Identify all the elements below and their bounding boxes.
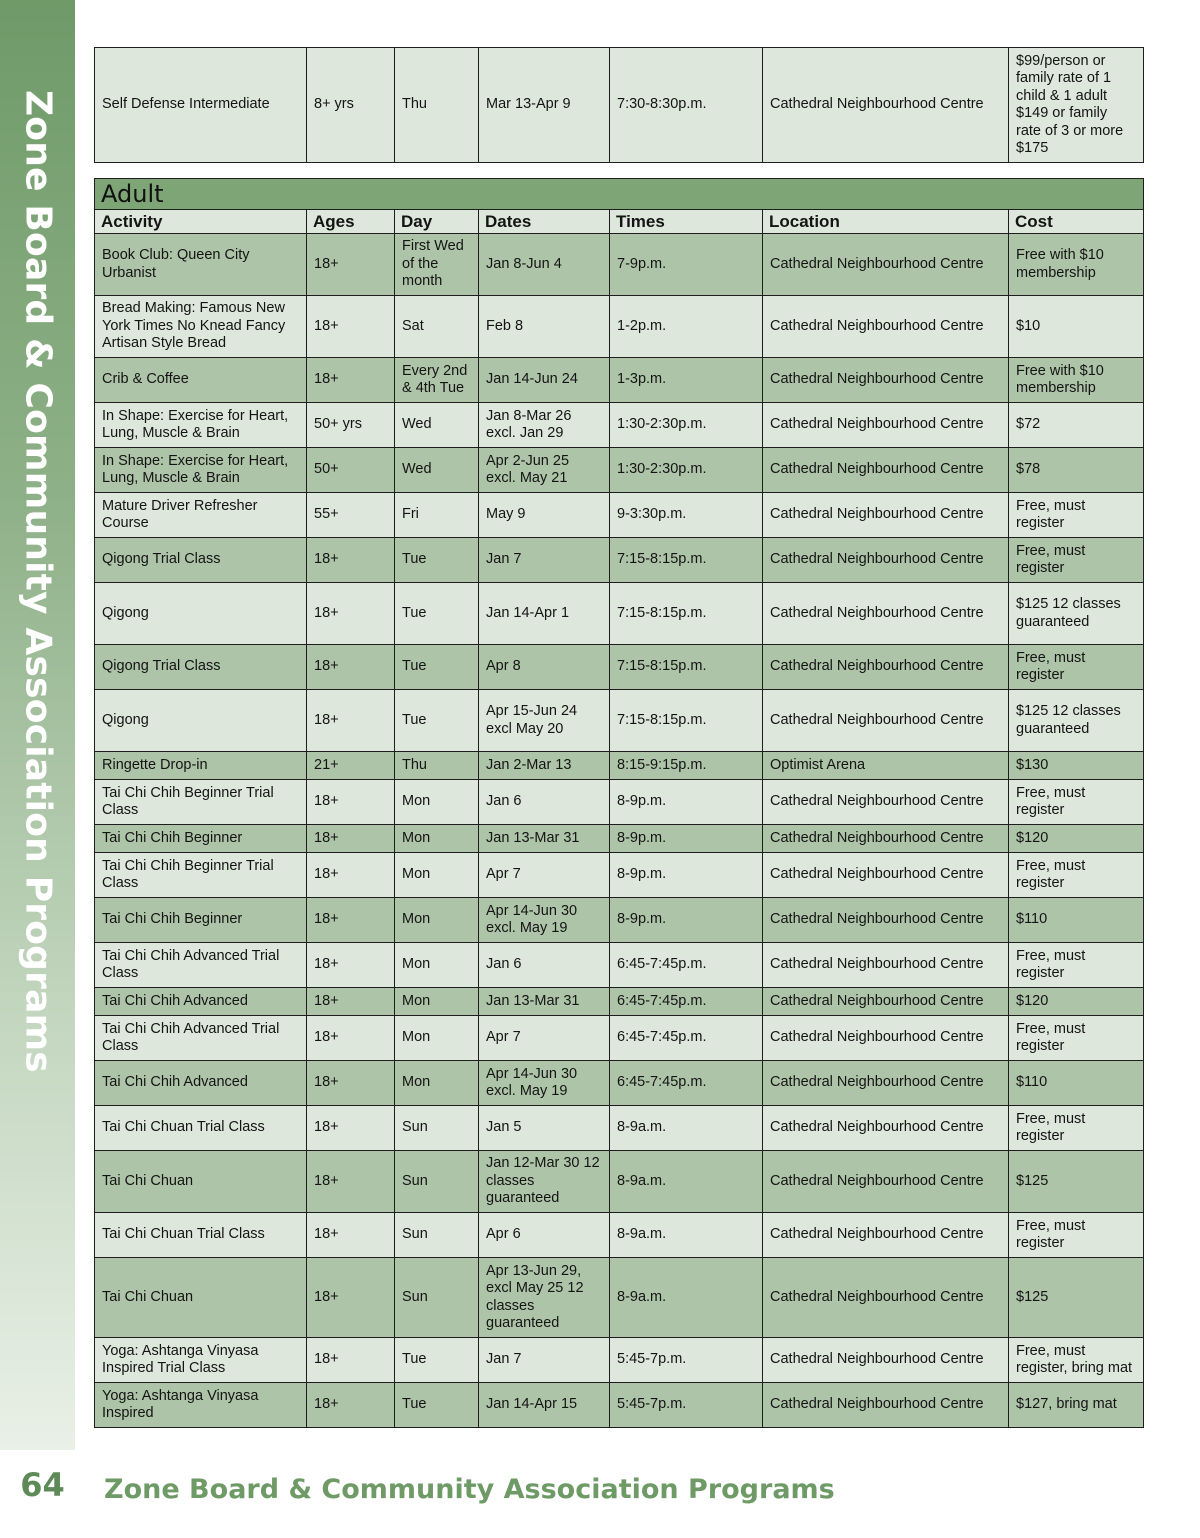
cell-dates: Jan 7 [479,1338,610,1383]
cell-ages: 18+ [307,825,395,853]
cell-dates: Jan 14-Apr 15 [479,1383,610,1428]
table-row [95,493,1144,538]
cell-day: Mon [395,943,479,988]
cell-location: Cathedral Neighbourhood Centre [763,1338,1009,1383]
side-title-text: Zone Board & Community Association Programs [17,90,59,1073]
table-row [95,358,1144,403]
cell-cost: Free, must register [1009,1213,1144,1258]
cell-times: 6:45-7:45p.m. [610,1016,763,1061]
table-row [95,645,1144,690]
cell-dates: Jan 13-Mar 31 [479,988,610,1016]
cell-activity: Tai Chi Chih Advanced Trial Class [95,943,307,988]
cell-location: Cathedral Neighbourhood Centre [763,583,1009,645]
cell-ages: 21+ [307,752,395,780]
cell-location: Cathedral Neighbourhood Centre [763,943,1009,988]
cell-cost: Free with $10 membership [1009,234,1144,296]
cell-location: Cathedral Neighbourhood Centre [763,690,1009,752]
cell-activity: Tai Chi Chih Beginner Trial Class [95,853,307,898]
cell-dates: Jan 12-Mar 30 12 classes guaranteed [479,1151,610,1213]
cell-ages: 18+ [307,234,395,296]
cell-day: Mon [395,825,479,853]
table-row [95,780,1144,825]
cell-times: 6:45-7:45p.m. [610,1061,763,1106]
cell-cost: $110 [1009,1061,1144,1106]
cell-activity: Yoga: Ashtanga Vinyasa Inspired [95,1383,307,1428]
cell-day: Mon [395,898,479,943]
table-row [95,690,1144,752]
cell-location: Cathedral Neighbourhood Centre [763,1061,1009,1106]
cell-activity: Qigong [95,690,307,752]
cell-ages: 18+ [307,1061,395,1106]
footer-title: Zone Board & Community Association Programs [104,1474,835,1505]
table-row [95,1016,1144,1061]
cell-day: Wed [395,448,479,493]
cell-times: 8-9p.m. [610,853,763,898]
cell-cost: Free, must register [1009,1106,1144,1151]
cell-dates: Feb 8 [479,296,610,358]
cell-cost: Free, must register [1009,853,1144,898]
cell-ages: 18+ [307,583,395,645]
column-header: Cost [1009,210,1144,234]
cell-dates: Jan 8-Jun 4 [479,234,610,296]
cell-day: Sun [395,1258,479,1338]
cell-ages: 8+ yrs [307,48,395,163]
cell-dates: Apr 13-Jun 29, excl May 25 12 classes guaranteed [479,1258,610,1338]
cell-cost: $78 [1009,448,1144,493]
cell-location: Cathedral Neighbourhood Centre [763,1258,1009,1338]
cell-ages: 18+ [307,943,395,988]
cell-times: 1-3p.m. [610,358,763,403]
cell-ages: 18+ [307,538,395,583]
cell-day: Thu [395,752,479,780]
continued-table [94,47,1144,163]
cell-activity: In Shape: Exercise for Heart, Lung, Muscle & Brain [95,403,307,448]
cell-ages: 18+ [307,780,395,825]
cell-times: 7:30-8:30p.m. [610,48,763,163]
page-number: 64 [20,1466,65,1504]
table-row [95,48,1144,163]
section-heading-row [95,179,1144,210]
cell-day: First Wed of the month [395,234,479,296]
table-row [95,1151,1144,1213]
cell-dates: Jan 14-Apr 1 [479,583,610,645]
cell-times: 8:15-9:15p.m. [610,752,763,780]
cell-activity: Ringette Drop-in [95,752,307,780]
cell-cost: Free, must register [1009,1016,1144,1061]
cell-ages: 18+ [307,1258,395,1338]
column-header: Activity [95,210,307,234]
cell-cost: $125 [1009,1151,1144,1213]
cell-ages: 18+ [307,1016,395,1061]
cell-day: Tue [395,645,479,690]
cell-ages: 18+ [307,296,395,358]
cell-day: Tue [395,690,479,752]
cell-times: 6:45-7:45p.m. [610,943,763,988]
cell-dates: Jan 5 [479,1106,610,1151]
cell-location: Cathedral Neighbourhood Centre [763,853,1009,898]
cell-location: Cathedral Neighbourhood Centre [763,988,1009,1016]
cell-location: Cathedral Neighbourhood Centre [763,538,1009,583]
cell-activity: Tai Chi Chuan [95,1258,307,1338]
cell-times: 1:30-2:30p.m. [610,403,763,448]
cell-day: Mon [395,780,479,825]
cell-times: 7:15-8:15p.m. [610,538,763,583]
cell-activity: Tai Chi Chih Beginner [95,825,307,853]
cell-activity: Self Defense Intermediate [95,48,307,163]
cell-activity: Qigong Trial Class [95,645,307,690]
cell-ages: 18+ [307,1383,395,1428]
cell-activity: Book Club: Queen City Urbanist [95,234,307,296]
cell-cost: Free, must register [1009,538,1144,583]
cell-ages: 18+ [307,898,395,943]
cell-cost: Free, must register [1009,943,1144,988]
cell-dates: Apr 6 [479,1213,610,1258]
cell-times: 7:15-8:15p.m. [610,690,763,752]
cell-day: Every 2nd & 4th Tue [395,358,479,403]
table-row [95,234,1144,296]
cell-day: Fri [395,493,479,538]
cell-times: 8-9p.m. [610,780,763,825]
cell-dates: Jan 8-Mar 26 excl. Jan 29 [479,403,610,448]
cell-times: 8-9a.m. [610,1106,763,1151]
cell-cost: $125 [1009,1258,1144,1338]
cell-dates: Jan 2-Mar 13 [479,752,610,780]
cell-cost: Free with $10 membership [1009,358,1144,403]
cell-times: 1-2p.m. [610,296,763,358]
cell-ages: 18+ [307,1213,395,1258]
cell-day: Sun [395,1106,479,1151]
table-row [95,853,1144,898]
cell-times: 8-9p.m. [610,898,763,943]
cell-location: Cathedral Neighbourhood Centre [763,48,1009,163]
section-title: Adult [95,179,1144,210]
cell-times: 9-3:30p.m. [610,493,763,538]
table-row [95,1106,1144,1151]
cell-day: Mon [395,1016,479,1061]
cell-activity: Tai Chi Chuan [95,1151,307,1213]
cell-cost: $110 [1009,898,1144,943]
cell-times: 8-9p.m. [610,825,763,853]
column-header: Day [395,210,479,234]
cell-cost: Free, must register [1009,780,1144,825]
table-row [95,296,1144,358]
cell-cost: Free, must register [1009,645,1144,690]
cell-activity: Tai Chi Chuan Trial Class [95,1213,307,1258]
cell-location: Cathedral Neighbourhood Centre [763,493,1009,538]
cell-activity: Bread Making: Famous New York Times No Knead Fancy Artisan Style Bread [95,296,307,358]
cell-ages: 18+ [307,853,395,898]
cell-activity: Qigong Trial Class [95,538,307,583]
cell-times: 7-9p.m. [610,234,763,296]
cell-times: 5:45-7p.m. [610,1383,763,1428]
cell-times: 1:30-2:30p.m. [610,448,763,493]
table-row [95,825,1144,853]
cell-times: 6:45-7:45p.m. [610,988,763,1016]
cell-cost: $72 [1009,403,1144,448]
cell-location: Cathedral Neighbourhood Centre [763,645,1009,690]
adult-programs-table [94,178,1144,1428]
table-row [95,538,1144,583]
cell-activity: Tai Chi Chih Advanced [95,1061,307,1106]
cell-location: Optimist Arena [763,752,1009,780]
cell-ages: 18+ [307,1338,395,1383]
table-row [95,752,1144,780]
table-row [95,448,1144,493]
cell-times: 5:45-7p.m. [610,1338,763,1383]
cell-cost: $125 12 classes guaranteed [1009,583,1144,645]
cell-cost: $99/person or family rate of 1 child & 1 adult $149 or family rate of 3 or more $175 [1009,48,1144,163]
cell-dates: Jan 14-Jun 24 [479,358,610,403]
column-header-row [95,210,1144,234]
cell-location: Cathedral Neighbourhood Centre [763,448,1009,493]
cell-day: Sat [395,296,479,358]
table-row [95,403,1144,448]
cell-times: 7:15-8:15p.m. [610,645,763,690]
table-row [95,1338,1144,1383]
column-header: Dates [479,210,610,234]
table-row [95,943,1144,988]
cell-times: 8-9a.m. [610,1151,763,1213]
cell-ages: 18+ [307,358,395,403]
cell-day: Sun [395,1213,479,1258]
cell-ages: 50+ yrs [307,403,395,448]
cell-activity: Tai Chi Chih Advanced Trial Class [95,1016,307,1061]
cell-dates: Apr 2-Jun 25 excl. May 21 [479,448,610,493]
cell-activity: Qigong [95,583,307,645]
cell-day: Mon [395,988,479,1016]
cell-day: Tue [395,1338,479,1383]
cell-times: 7:15-8:15p.m. [610,583,763,645]
cell-times: 8-9a.m. [610,1213,763,1258]
cell-cost: $125 12 classes guaranteed [1009,690,1144,752]
cell-activity: Crib & Coffee [95,358,307,403]
cell-ages: 50+ [307,448,395,493]
cell-day: Wed [395,403,479,448]
cell-day: Tue [395,538,479,583]
table-row [95,1258,1144,1338]
cell-ages: 18+ [307,1106,395,1151]
cell-cost: Free, must register, bring mat [1009,1338,1144,1383]
cell-activity: Tai Chi Chih Beginner Trial Class [95,780,307,825]
cell-ages: 18+ [307,690,395,752]
cell-dates: Jan 13-Mar 31 [479,825,610,853]
cell-dates: May 9 [479,493,610,538]
cell-activity: In Shape: Exercise for Heart, Lung, Muscle & Brain [95,448,307,493]
cell-location: Cathedral Neighbourhood Centre [763,780,1009,825]
cell-dates: Apr 7 [479,853,610,898]
cell-dates: Jan 6 [479,943,610,988]
cell-location: Cathedral Neighbourhood Centre [763,358,1009,403]
cell-location: Cathedral Neighbourhood Centre [763,296,1009,358]
cell-location: Cathedral Neighbourhood Centre [763,1213,1009,1258]
cell-location: Cathedral Neighbourhood Centre [763,1383,1009,1428]
cell-day: Mon [395,853,479,898]
cell-dates: Apr 8 [479,645,610,690]
cell-cost: $10 [1009,296,1144,358]
cell-activity: Yoga: Ashtanga Vinyasa Inspired Trial Class [95,1338,307,1383]
table-row [95,583,1144,645]
cell-cost: Free, must register [1009,493,1144,538]
cell-activity: Mature Driver Refresher Course [95,493,307,538]
cell-location: Cathedral Neighbourhood Centre [763,1151,1009,1213]
cell-ages: 55+ [307,493,395,538]
cell-location: Cathedral Neighbourhood Centre [763,1016,1009,1061]
cell-cost: $120 [1009,988,1144,1016]
cell-location: Cathedral Neighbourhood Centre [763,898,1009,943]
cell-day: Thu [395,48,479,163]
column-header: Times [610,210,763,234]
cell-dates: Apr 15-Jun 24 excl May 20 [479,690,610,752]
cell-dates: Jan 7 [479,538,610,583]
cell-location: Cathedral Neighbourhood Centre [763,234,1009,296]
cell-cost: $130 [1009,752,1144,780]
cell-day: Mon [395,1061,479,1106]
cell-day: Tue [395,1383,479,1428]
cell-ages: 18+ [307,645,395,690]
cell-cost: $127, bring mat [1009,1383,1144,1428]
cell-location: Cathedral Neighbourhood Centre [763,403,1009,448]
cell-location: Cathedral Neighbourhood Centre [763,825,1009,853]
cell-times: 8-9a.m. [610,1258,763,1338]
column-header: Location [763,210,1009,234]
cell-activity: Tai Chi Chih Advanced [95,988,307,1016]
table-row [95,1383,1144,1428]
table-row [95,1213,1144,1258]
table-row [95,1061,1144,1106]
cell-ages: 18+ [307,988,395,1016]
cell-dates: Apr 7 [479,1016,610,1061]
cell-day: Sun [395,1151,479,1213]
cell-dates: Apr 14-Jun 30 excl. May 19 [479,1061,610,1106]
cell-activity: Tai Chi Chuan Trial Class [95,1106,307,1151]
cell-dates: Apr 14-Jun 30 excl. May 19 [479,898,610,943]
cell-ages: 18+ [307,1151,395,1213]
cell-dates: Jan 6 [479,780,610,825]
cell-day: Tue [395,583,479,645]
column-header: Ages [307,210,395,234]
cell-dates: Mar 13-Apr 9 [479,48,610,163]
cell-cost: $120 [1009,825,1144,853]
table-row [95,898,1144,943]
table-row [95,988,1144,1016]
cell-activity: Tai Chi Chih Beginner [95,898,307,943]
cell-location: Cathedral Neighbourhood Centre [763,1106,1009,1151]
